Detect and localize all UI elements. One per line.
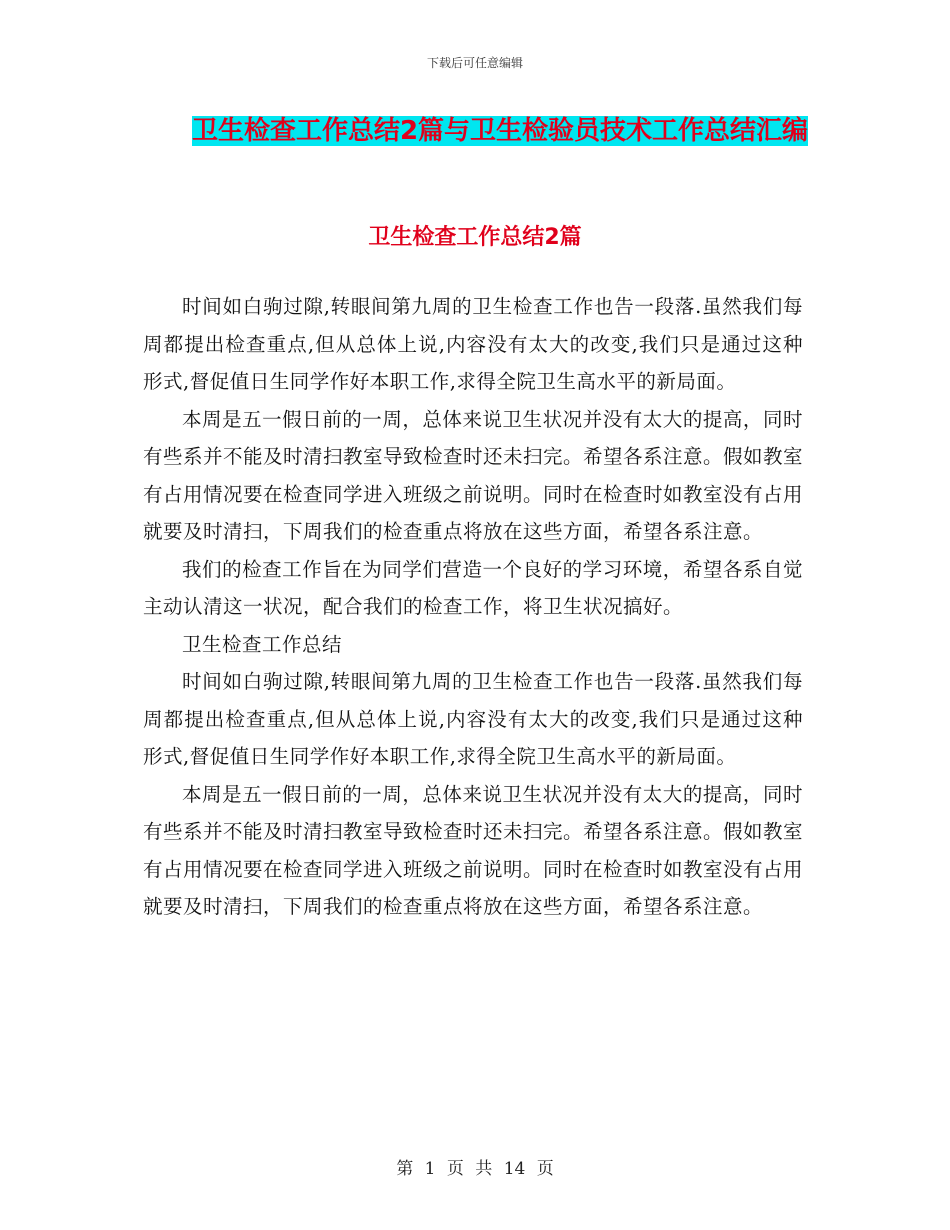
document-body — [143, 288, 803, 926]
main-title-text: 卫生检查工作总结2篇与卫生检验员技术工作总结汇编 — [191, 116, 809, 146]
paragraph: 本周是五一假日前的一周，总体来说卫生状况并没有太大的提高，同时有些系并不能及时清扫教室导致检查时还未扫完。希望各系注意。假如教室有占用情况要在检查同学进入班级之前说明。同时在检查时如教室没有占用就要及时清扫，下周我们的检查重点将放在这些方面，希望各系注意。 — [143, 782, 804, 918]
paragraph: 本周是五一假日前的一周，总体来说卫生状况并没有太大的提高，同时有些系并不能及时清扫教室导致检查时还未扫完。希望各系注意。假如教室有占用情况要在检查同学进入班级之前说明。同时在检查时如教室没有占用就要及时清扫，下周我们的检查重点将放在这些方面，希望各系注意。 — [143, 407, 804, 543]
section-title: 卫生检查工作总结2篇 — [368, 225, 582, 250]
paragraph: 时间如白驹过隙,转眼间第九周的卫生检查工作也告一段落.虽然我们每周都提出检查重点,但从总体上说,内容没有太大的改变,我们只是通过这种形式,督促值日生同学作好本职工作,求得全院卫生高水平的新局面。 — [143, 295, 803, 393]
paragraph: 时间如白驹过隙,转眼间第九周的卫生检查工作也告一段落.虽然我们每周都提出检查重点,但从总体上说,内容没有太大的改变,我们只是通过这种形式,督促值日生同学作好本职工作,求得全院卫生高水平的新局面。 — [143, 670, 803, 768]
header-note: 下载后可任意编辑 — [426, 56, 523, 70]
paragraph-subheading: 卫生检查工作总结 — [182, 632, 343, 656]
paragraph: 我们的检查工作旨在为同学们营造一个良好的学习环境，希望各系自觉主动认清这一状况，配合我们的检查工作，将卫生状况搞好。 — [143, 557, 803, 618]
page-number-footer: 第 1 页 共 14 页 — [396, 1159, 554, 1179]
main-title — [140, 110, 860, 152]
